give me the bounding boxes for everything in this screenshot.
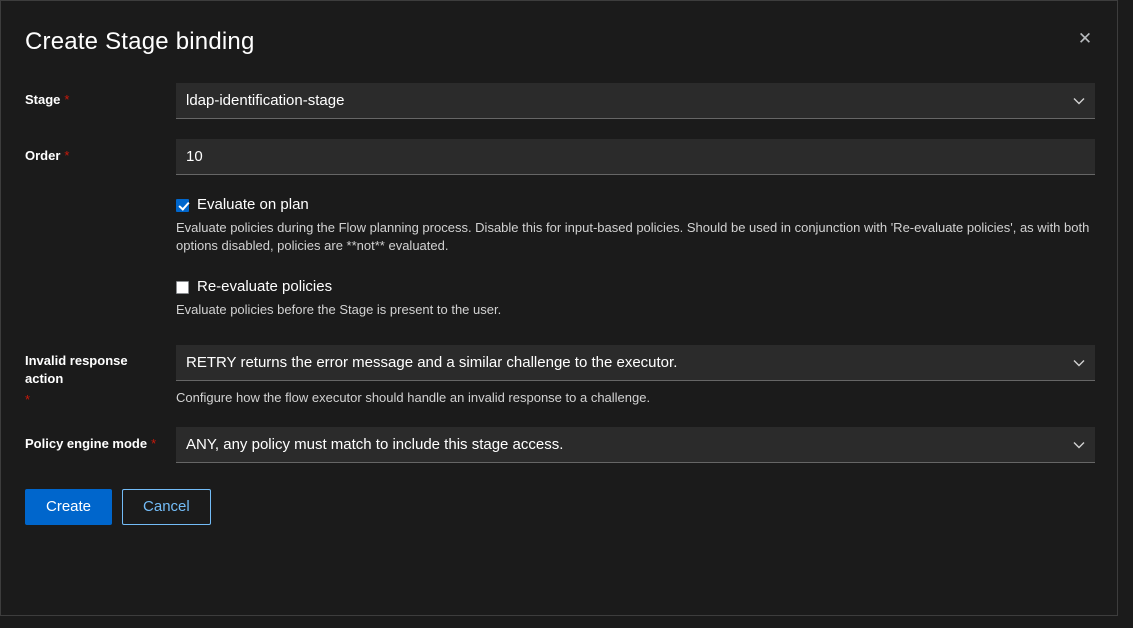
- field-row-order: [25, 139, 1095, 175]
- field-row-policy-engine-mode: [25, 427, 1095, 463]
- evaluate-on-plan-label[interactable]: Evaluate on plan: [197, 196, 309, 213]
- stage-label-col: [25, 83, 176, 109]
- stage-select[interactable]: ldap-identification-stage: [176, 83, 1095, 119]
- policy-engine-mode-required-marker: *: [151, 436, 157, 451]
- page-title: Create Stage binding: [25, 28, 255, 55]
- invalid-response-action-control-col: [176, 345, 1095, 407]
- field-row-invalid-response-action: [25, 345, 1095, 407]
- cancel-button[interactable]: Cancel: [122, 489, 211, 525]
- field-row-evaluate-on-plan: [25, 195, 1095, 255]
- evaluate-on-plan-control-col: [176, 195, 1095, 255]
- stage-required-marker: *: [64, 92, 70, 107]
- stage-control-col: [176, 83, 1095, 119]
- re-evaluate-policies-helper: Evaluate policies before the Stage is present to the user.: [176, 302, 502, 317]
- invalid-response-action-label: Invalid response action: [25, 353, 128, 386]
- re-evaluate-policies-checkbox[interactable]: [176, 281, 189, 294]
- evaluate-on-plan-check-row[interactable]: [176, 195, 1095, 215]
- evaluate-on-plan-checkbox[interactable]: [176, 199, 189, 212]
- invalid-response-action-helper: Configure how the flow executor should handle an invalid response to a challenge.: [176, 390, 651, 405]
- policy-engine-mode-control-col: [176, 427, 1095, 463]
- policy-engine-mode-select[interactable]: ANY, any policy must match to include this stage access.: [176, 427, 1095, 463]
- stage-label: Stage: [25, 92, 61, 107]
- order-input[interactable]: [176, 139, 1095, 175]
- evaluate-on-plan-label-col: [25, 195, 176, 203]
- evaluate-on-plan-helper: Evaluate policies during the Flow planning process. Disable this for input-based policies. Should be used in conjunction with 'Re-evaluate policies', as with both options disabled, policies are **not** evaluated.: [176, 220, 1090, 253]
- invalid-response-action-select[interactable]: RETRY returns the error message and a similar challenge to the executor.: [176, 345, 1095, 381]
- order-control-col: [176, 139, 1095, 175]
- stage-select-wrap: [176, 83, 1095, 119]
- policy-engine-mode-label-col: [25, 427, 176, 453]
- field-row-stage: [25, 83, 1095, 119]
- order-label-col: [25, 139, 176, 165]
- field-row-re-evaluate-policies: [25, 277, 1095, 319]
- re-evaluate-policies-control-col: [176, 277, 1095, 319]
- create-button[interactable]: Create: [25, 489, 112, 525]
- close-icon[interactable]: ✕: [1071, 25, 1099, 53]
- order-label: Order: [25, 148, 61, 163]
- invalid-response-action-required-marker: *: [25, 392, 31, 407]
- dialog-header: [1, 1, 1117, 83]
- dialog-body: [1, 83, 1117, 463]
- invalid-response-action-label-col: [25, 345, 176, 407]
- policy-engine-mode-label: Policy engine mode: [25, 436, 148, 451]
- policy-engine-mode-select-wrap: [176, 427, 1095, 463]
- re-evaluate-policies-label[interactable]: Re-evaluate policies: [197, 278, 333, 295]
- dialog-footer: [1, 463, 1117, 545]
- invalid-response-action-select-wrap: [176, 345, 1095, 381]
- re-evaluate-policies-label-col: [25, 277, 176, 285]
- re-evaluate-policies-check-row[interactable]: [176, 277, 1095, 297]
- order-required-marker: *: [64, 148, 70, 163]
